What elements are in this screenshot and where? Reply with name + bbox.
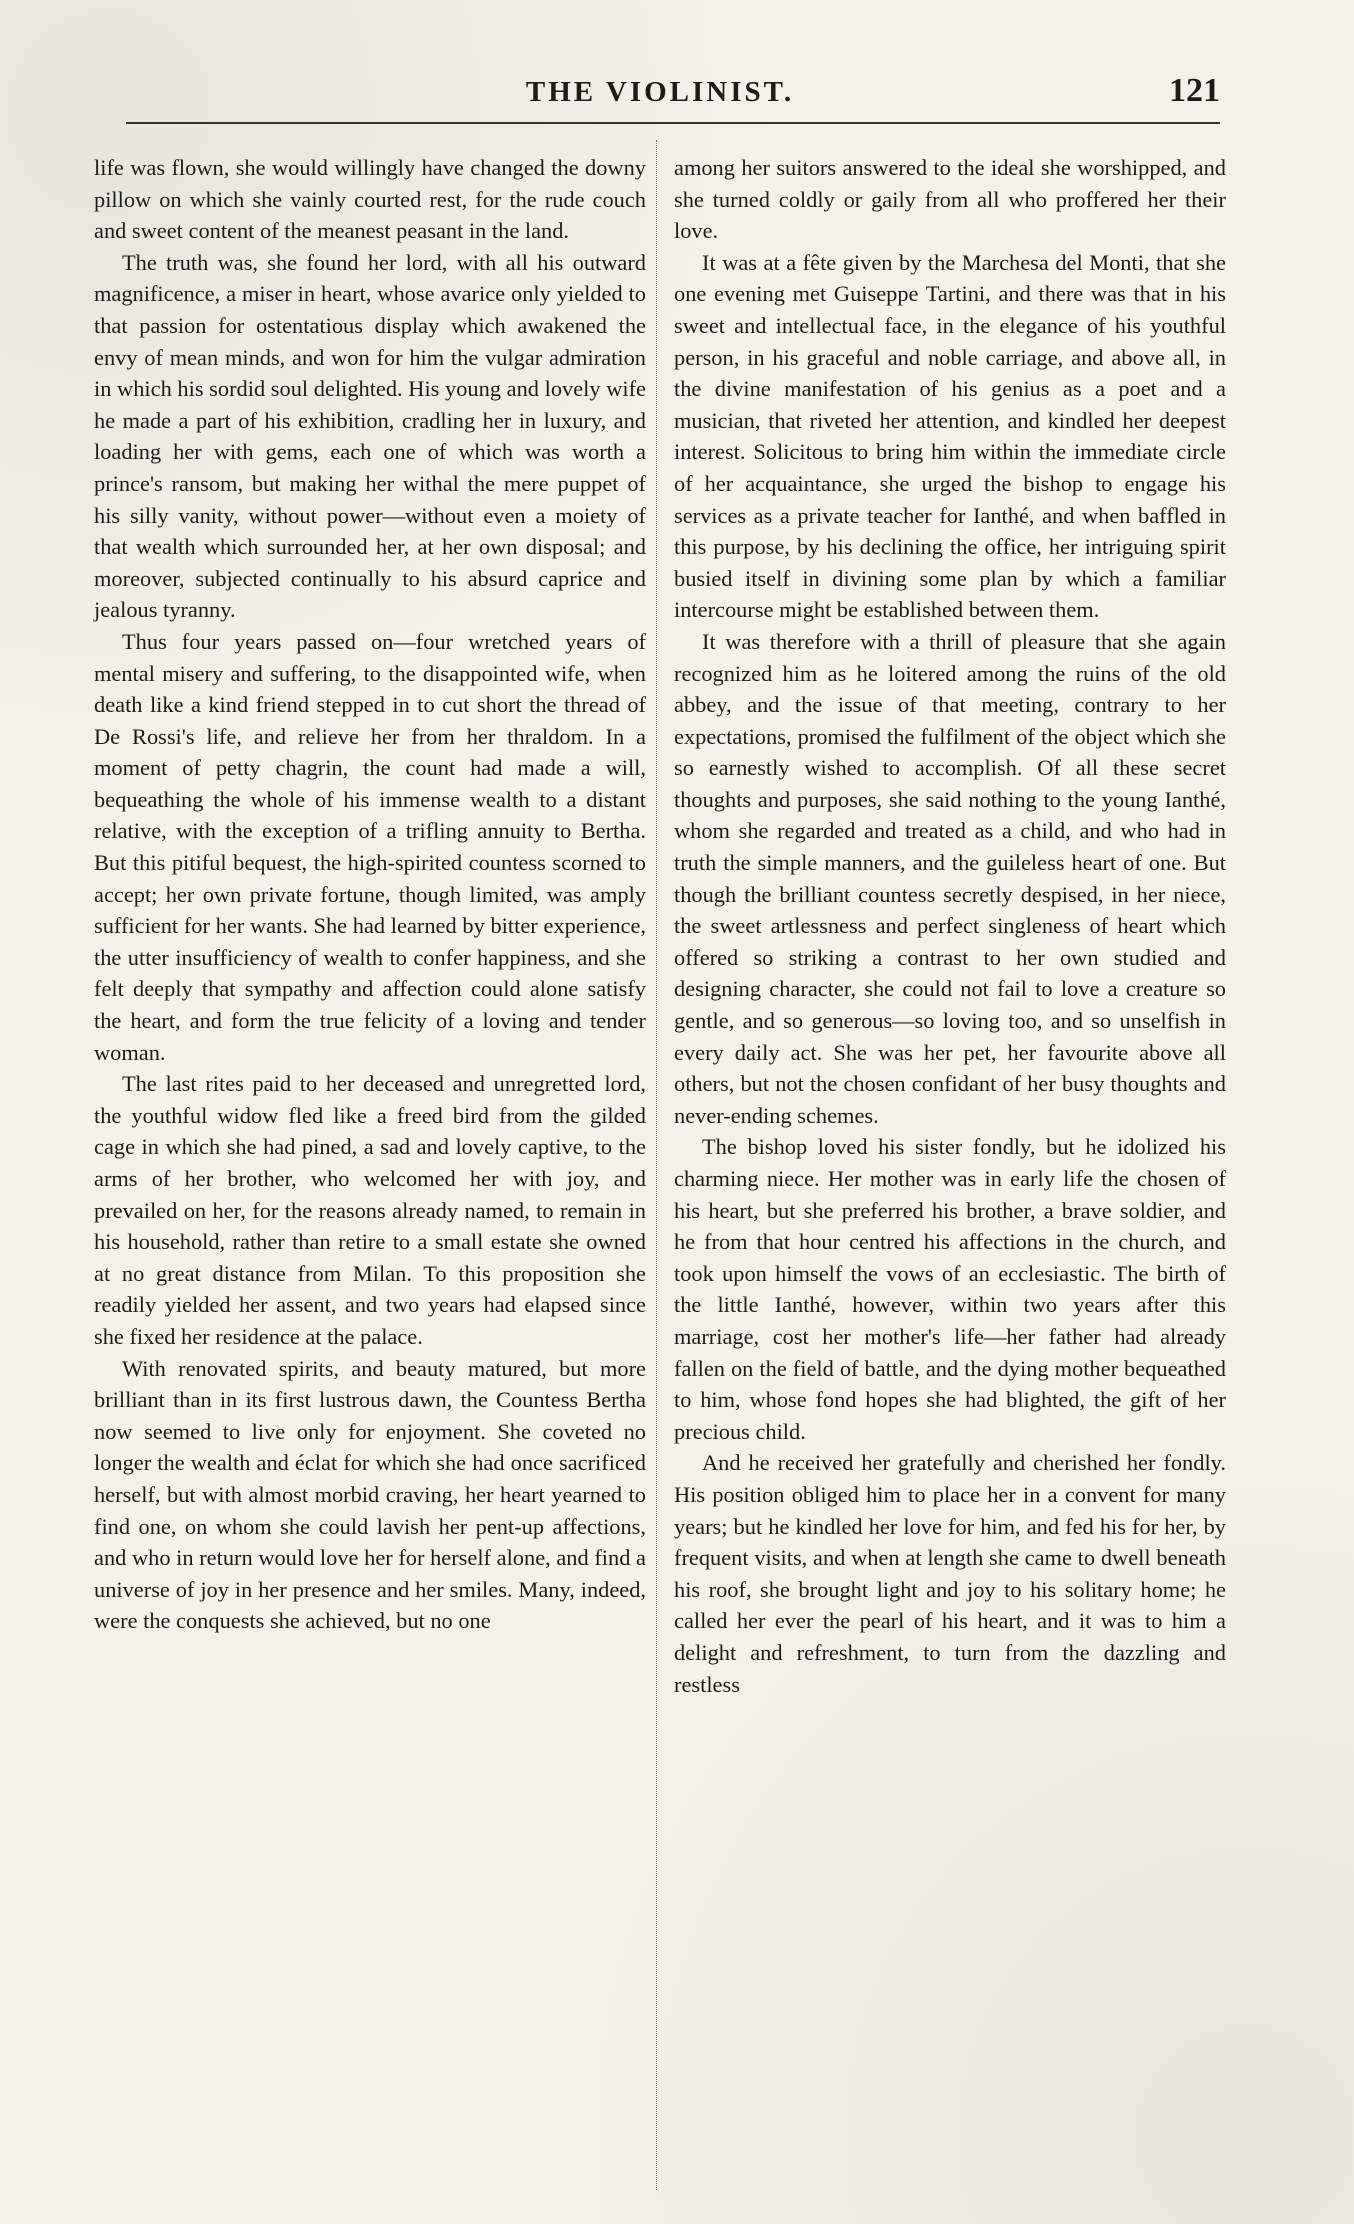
page-number: 121: [1169, 72, 1220, 109]
paragraph: And he received her gratefully and cherished her fondly. His position obliged him to place her in a convent for many years; but he kindled her love for him, and fed his for her, by frequent visits, and when at length she came to dwell beneath his roof, she brought light and joy to his solitary home; he called her ever the pearl of his heart, and it was to him a delight and refreshment, to turn from the dazzling and restless: [674, 1450, 1226, 1697]
right-column: [674, 152, 1226, 1700]
paragraph: Thus four years passed on—four wretched years of mental misery and suffering, to the disappointed wife, when death like a kind friend stepped in to cut short the thread of De Rossi's life, and relieve her from her thraldom. In a moment of petty chagrin, the count had made a will, bequeathing the whole of his immense wealth to a distant relative, with the exception of a trifling annuity to Bertha. But this pitiful bequest, the high-spirited countess scorned to accept; her own private fortune, though limited, was amply sufficient for her wants. She had learned by bitter experience, the utter insufficiency of wealth to confer happiness, and she felt deeply that sympathy and affection could alone satisfy the heart, and form the true felicity of a loving and tender woman.: [94, 628, 646, 1065]
paragraph: With renovated spirits, and beauty matured, but more brilliant than in its first lustrous dawn, the Countess Bertha now seemed to live only for enjoyment. She coveted no longer the wealth and éclat for which she had once sacrificed herself, but with almost morbid craving, her heart yearned to find one, on whom she could lavish her pent-up affections, and who in return would love her for herself alone, and find a universe of joy in her presence and her smiles. Many, indeed, were the conquests she achieved, but no one: [94, 1355, 646, 1634]
running-title: THE VIOLINIST.: [525, 76, 795, 108]
paragraph: It was at a fête given by the Marchesa del Monti, that she one evening met Guiseppe Tartini, and there was that in his sweet and intellectual face, in the elegance of his youthful person, in his graceful and noble carriage, and above all, in the divine manifestation of his genius as a poet and a musician, that riveted her attention, and kindled her deepest interest. Solicitous to bring him within the immediate circle of her acquaintance, she urged the bishop to engage his services as a private teacher for Ianthé, and when baffled in this purpose, by his declining the office, her intriguing spirit busied itself in divining some plan by which a familiar intercourse might be established between them.: [674, 249, 1226, 623]
header-rule: [126, 122, 1220, 124]
paragraph: life was flown, she would willingly have changed the downy pillow on which she vainly courted rest, for the rude couch and sweet content of the meanest peasant in the land.: [94, 155, 646, 244]
paragraph: The truth was, she found her lord, with all his outward magnificence, a miser in heart, whose avarice only yielded to that passion for ostentatious display which awakened the envy of mean minds, and won for him the vulgar admiration in which his sordid soul delighted. His young and lovely wife he made a part of his exhibition, cradling her in luxury, and loading her with gems, each one of which was worth a prince's ransom, but making her withal the mere puppet of his silly vanity, without power—without even a moiety of that wealth which surrounded her, at her own disposal; and moreover, subjected continually to his absurd caprice and jealous tyranny.: [94, 249, 646, 623]
left-column: [94, 152, 646, 1637]
paragraph: among her suitors answered to the ideal she worshipped, and she turned coldly or gaily from all who proffered her their love.: [674, 155, 1226, 244]
paragraph: It was therefore with a thrill of pleasure that she again recognized him as he loitered among the ruins of the old abbey, and the issue of that meeting, contrary to her expectations, promised the fulfilment of the object which she so earnestly wished to accomplish. Of all these secret thoughts and purposes, she said nothing to the young Ianthé, whom she regarded and treated as a child, and who had in truth the simple manners, and the guileless heart of one. But though the brilliant countess secretly despised, in her niece, the sweet artlessness and perfect singleness of heart which offered so striking a contrast to her own studied and designing character, she could not fail to love a creature so gentle, and so generous—so loving too, and so unselfish in every daily act. She was her pet, her favourite above all others, but not the chosen confidant of her busy thoughts and never-ending schemes.: [674, 628, 1226, 1128]
paragraph: The last rites paid to her deceased and unregretted lord, the youthful widow fled like a freed bird from the gilded cage in which she had pined, a sad and lovely captive, to the arms of her brother, who welcomed her with joy, and prevailed on her, for the reasons already named, to remain in his household, rather than retire to a small estate she owned at no great distance from Milan. To this proposition she readily yielded her assent, and two years had elapsed since she fixed her residence at the palace.: [94, 1071, 646, 1349]
column-divider: [656, 140, 657, 2190]
paragraph: The bishop loved his sister fondly, but he idolized his charming niece. Her mother was in early life the chosen of his heart, but she preferred his brother, a brave soldier, and he from that hour centred his affections in the church, and took upon himself the vows of an ecclesiastic. The birth of the little Ianthé, however, within two years after this marriage, cost her mother's life—her father had already fallen on the field of battle, and the dying mother bequeathed to him, whose fond hopes she had blighted, the gift of her precious child.: [674, 1134, 1226, 1444]
page-header: [100, 72, 1220, 132]
